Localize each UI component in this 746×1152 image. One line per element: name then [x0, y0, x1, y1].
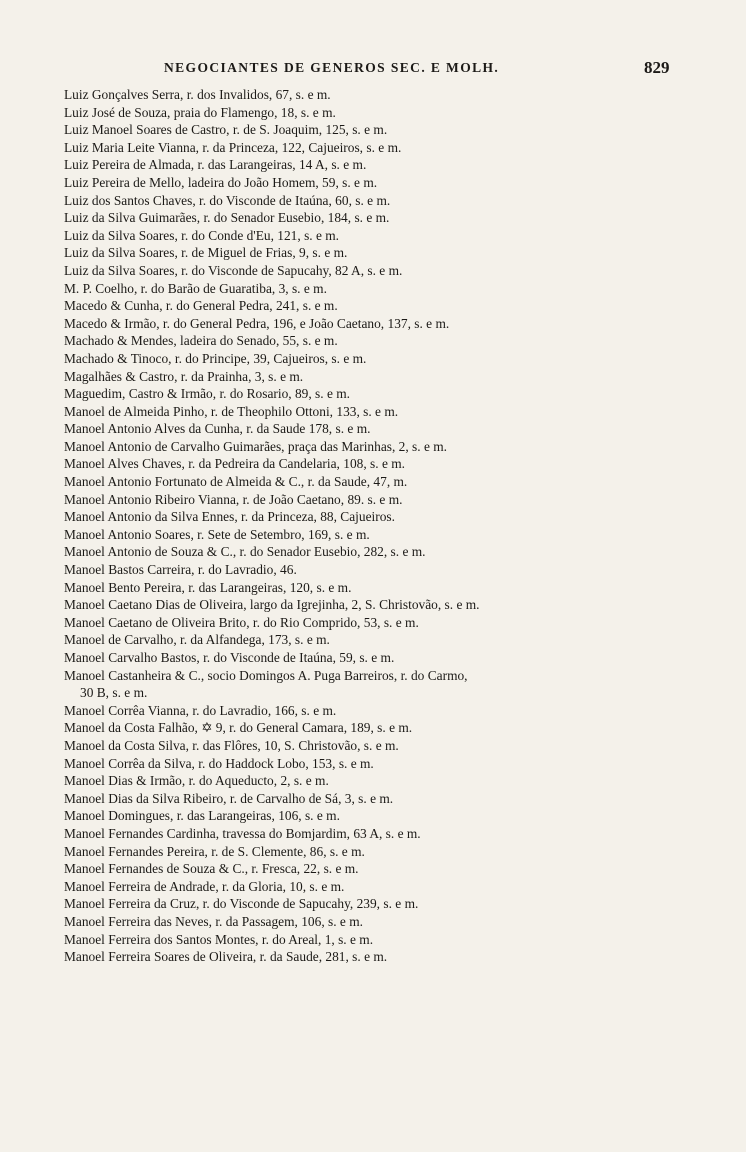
- directory-entry: Manoel da Costa Silva, r. das Flôres, 10, S. Christovão, s. e m.: [64, 737, 399, 753]
- directory-entry: Manoel Bastos Carreira, r. do Lavradio, 46.: [64, 562, 297, 578]
- directory-entry: Luiz da Silva Soares, r. de Miguel de Frias, 9, s. e m.: [64, 245, 348, 261]
- directory-entry: Manoel Alves Chaves, r. da Pedreira da Candelaria, 108, s. e m.: [64, 456, 405, 472]
- directory-entry: Luiz da Silva Soares, r. do Conde d'Eu, 121, s. e m.: [64, 227, 340, 243]
- directory-entry: Luiz Pereira de Almada, r. das Larangeiras, 14 A, s. e m.: [64, 157, 367, 173]
- directory-entry: Maguedim, Castro & Irmão, r. do Rosario, 89, s. e m.: [64, 386, 351, 402]
- entry-list: [64, 86, 706, 966]
- directory-entry: Manoel Antonio Fortunato de Almeida & C., r. da Saude, 47, m.: [64, 474, 408, 490]
- directory-entry: Luiz Gonçalves Serra, r. dos Invalidos, 67, s. e m.: [64, 87, 331, 102]
- directory-entry: Manoel Dias & Irmão, r. do Aqueducto, 2, s. e m.: [64, 773, 329, 789]
- directory-entry: Machado & Tinoco, r. do Principe, 39, Cajueiros, s. e m.: [64, 350, 367, 366]
- directory-entry: Manoel Corrêa da Silva, r. do Haddock Lobo, 153, s. e m.: [64, 755, 374, 771]
- directory-entry: Luiz dos Santos Chaves, r. do Visconde de Itaúna, 60, s. e m.: [64, 192, 391, 208]
- directory-entry: Manoel Castanheira & C., socio Domingos A. Puga Barreiros, r. do Carmo,: [64, 667, 468, 683]
- directory-entry: Magalhães & Castro, r. da Prainha, 3, s. e m.: [64, 368, 304, 384]
- directory-entry: Manoel Ferreira Soares de Oliveira, r. da Saude, 281, s. e m.: [64, 949, 388, 965]
- directory-entry: Manoel Dias da Silva Ribeiro, r. de Carvalho de Sá, 3, s. e m.: [64, 790, 394, 806]
- directory-entry: Manoel da Costa Falhão, ✡ 9, r. do General Camara, 189, s. e m.: [64, 720, 413, 736]
- directory-entry: Manoel Antonio Soares, r. Sete de Setembro, 169, s. e m.: [64, 526, 370, 542]
- directory-entry: Luiz Pereira de Mello, ladeira do João Homem, 59, s. e m.: [64, 174, 378, 190]
- directory-entry: Luiz da Silva Soares, r. do Visconde de Sapucahy, 82 A, s. e m.: [64, 262, 403, 278]
- directory-entry: Macedo & Cunha, r. do General Pedra, 241, s. e m.: [64, 298, 338, 314]
- directory-entry: Machado & Mendes, ladeira do Senado, 55, s. e m.: [64, 333, 338, 349]
- page-number: 829: [644, 58, 670, 77]
- directory-entry: Manoel Ferreira da Cruz, r. do Visconde de Sapucahy, 239, s. e m.: [64, 896, 419, 912]
- directory-entry: Manoel Ferreira de Andrade, r. da Gloria, 10, s. e m.: [64, 878, 345, 894]
- directory-entry: Luiz Manoel Soares de Castro, r. de S. Joaquim, 125, s. e m.: [64, 122, 388, 138]
- directory-entry: Manoel Bento Pereira, r. das Larangeiras, 120, s. e m.: [64, 579, 352, 595]
- directory-entry: Macedo & Irmão, r. do General Pedra, 196, e João Caetano, 137, s. e m.: [64, 315, 450, 331]
- directory-entry: Manoel de Carvalho, r. da Alfandega, 173, s. e m.: [64, 632, 330, 648]
- directory-entry: Manoel Fernandes de Souza & C., r. Fresca, 22, s. e m.: [64, 861, 359, 877]
- directory-entry: Manoel Antonio de Souza & C., r. do Senador Eusebio, 282, s. e m.: [64, 544, 426, 560]
- directory-entry: Manoel Antonio Alves da Cunha, r. da Saude 178, s. e m.: [64, 421, 371, 437]
- directory-entry: Luiz José de Souza, praia do Flamengo, 18, s. e m.: [64, 104, 336, 120]
- directory-entry: Manoel Caetano de Oliveira Brito, r. do Rio Comprido, 53, s. e m.: [64, 614, 419, 630]
- directory-entry: Manoel Antonio da Silva Ennes, r. da Princeza, 88, Cajueiros.: [64, 509, 395, 525]
- directory-entry: 30 B, s. e m.: [80, 685, 148, 701]
- directory-entry: Manoel Ferreira das Neves, r. da Passagem, 106, s. e m.: [64, 913, 363, 929]
- directory-entry: Manoel Corrêa Vianna, r. do Lavradio, 166, s. e m.: [64, 702, 337, 718]
- directory-entry: Manoel Domingues, r. das Larangeiras, 106, s. e m.: [64, 808, 340, 824]
- running-title: NEGOCIANTES DE GENEROS SEC. E MOLH.: [164, 60, 500, 75]
- directory-entry: Manoel Caetano Dias de Oliveira, largo da Igrejinha, 2, S. Christovão, s. e m.: [64, 597, 480, 613]
- directory-entry: Manoel Fernandes Pereira, r. de S. Clemente, 86, s. e m.: [64, 843, 365, 859]
- directory-entry: Manoel de Almeida Pinho, r. de Theophilo Ottoni, 133, s. e m.: [64, 403, 399, 419]
- page-header: [64, 58, 706, 80]
- directory-entry: Luiz Maria Leite Vianna, r. da Princeza, 122, Cajueiros, s. e m.: [64, 139, 402, 155]
- directory-entry: Manoel Fernandes Cardinha, travessa do Bomjardim, 63 A, s. e m.: [64, 825, 421, 841]
- directory-entry: Manoel Antonio Ribeiro Vianna, r. de João Caetano, 89. s. e m.: [64, 491, 403, 507]
- directory-entry: Manoel Carvalho Bastos, r. do Visconde de Itaúna, 59, s. e m.: [64, 650, 395, 665]
- directory-entry: M. P. Coelho, r. do Barão de Guaratiba, 3, s. e m.: [64, 280, 327, 296]
- directory-entry: Luiz da Silva Guimarães, r. do Senador Eusebio, 184, s. e m.: [64, 210, 390, 226]
- directory-entry: Manoel Antonio de Carvalho Guimarães, praça das Marinhas, 2, s. e m.: [64, 438, 448, 454]
- directory-entry: Manoel Ferreira dos Santos Montes, r. do Areal, 1, s. e m.: [64, 931, 374, 947]
